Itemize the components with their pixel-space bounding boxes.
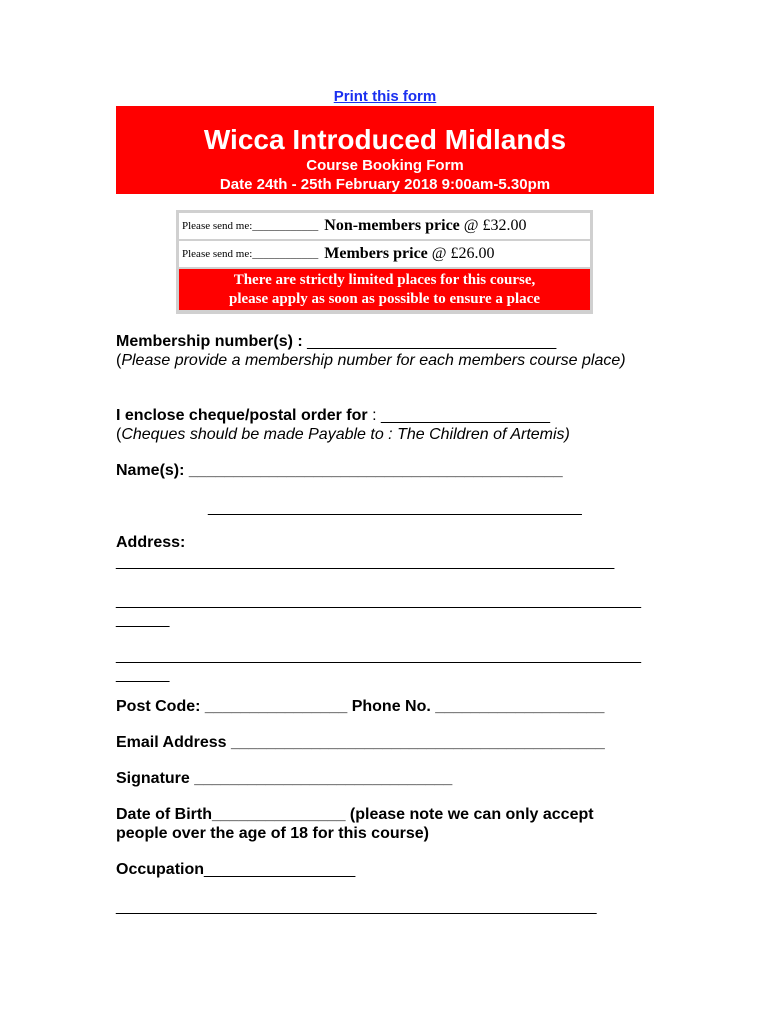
price-table [176,210,593,314]
quantity-blank[interactable]: Please send me:____________ [182,220,319,232]
occupation-line-2[interactable]: ______________________________________________________ [116,898,597,915]
non-members-price-value: @ £32.00 [463,217,527,234]
membership-field[interactable]: ____________________________ [302,333,557,350]
names-field[interactable]: Name(s): __________________________________________ [116,462,563,479]
postcode-phone-fields[interactable]: Post Code: ________________ Phone No. ___________________ [116,698,605,715]
occupation-blank: _________________ [204,861,356,878]
address-line-2[interactable]: ___________________________________________________________ ______ [116,592,642,628]
cheque-amount-field[interactable]: : ___________________ [367,407,551,424]
date-of-birth-field[interactable]: Date of Birth_______________ (please note we can only accept people over the age of 18 for this course) [116,806,594,842]
limited-places-warning: There are strictly limited places for this course, please apply as soon as possible to ensure a place [179,269,590,310]
members-price-row [179,241,590,267]
non-members-price-label: Non-members price [324,217,460,234]
address-line-3[interactable]: ___________________________________________________________ ______ [116,647,642,683]
cheque-label: I enclose cheque/postal order for [116,407,368,424]
header-banner [116,106,654,194]
address-line-1[interactable]: ________________________________________________________ [116,553,615,570]
membership-section: Membership number(s) : ____________________________ (Please provide a membership number for each members course place) [116,333,626,369]
membership-note: Please provide a membership number for each members course place) [121,352,626,369]
form-subtitle: Course Booking Form [306,157,464,174]
address-label: Address: [116,534,186,551]
names-field-line2[interactable]: __________________________________________ [208,499,582,516]
cheque-section: I enclose cheque/postal order for : ___________________ (Cheques should be made Payable to : The Children of Artemis) [116,407,570,443]
page-title: Wicca Introduced Midlands [203,124,567,155]
quantity-blank[interactable]: Please send me:____________ [182,248,319,260]
signature-field[interactable]: Signature _____________________________ [116,770,453,787]
members-price-label: Members price [324,245,428,262]
cheque-note: Cheques should be made Payable to : The Children of Artemis) [121,426,570,443]
course-date: Date 24th - 25th February 2018 9:00am-5.30pm [219,176,551,193]
members-price-value: @ £26.00 [431,245,495,262]
print-form-link[interactable]: Print this form [333,88,437,105]
membership-label: Membership number(s) : [116,333,303,350]
occupation-field[interactable] [116,860,661,879]
occupation-label: Occupation [116,861,205,878]
email-field[interactable]: Email Address __________________________________________ [116,734,605,751]
non-members-price-row [179,213,590,239]
